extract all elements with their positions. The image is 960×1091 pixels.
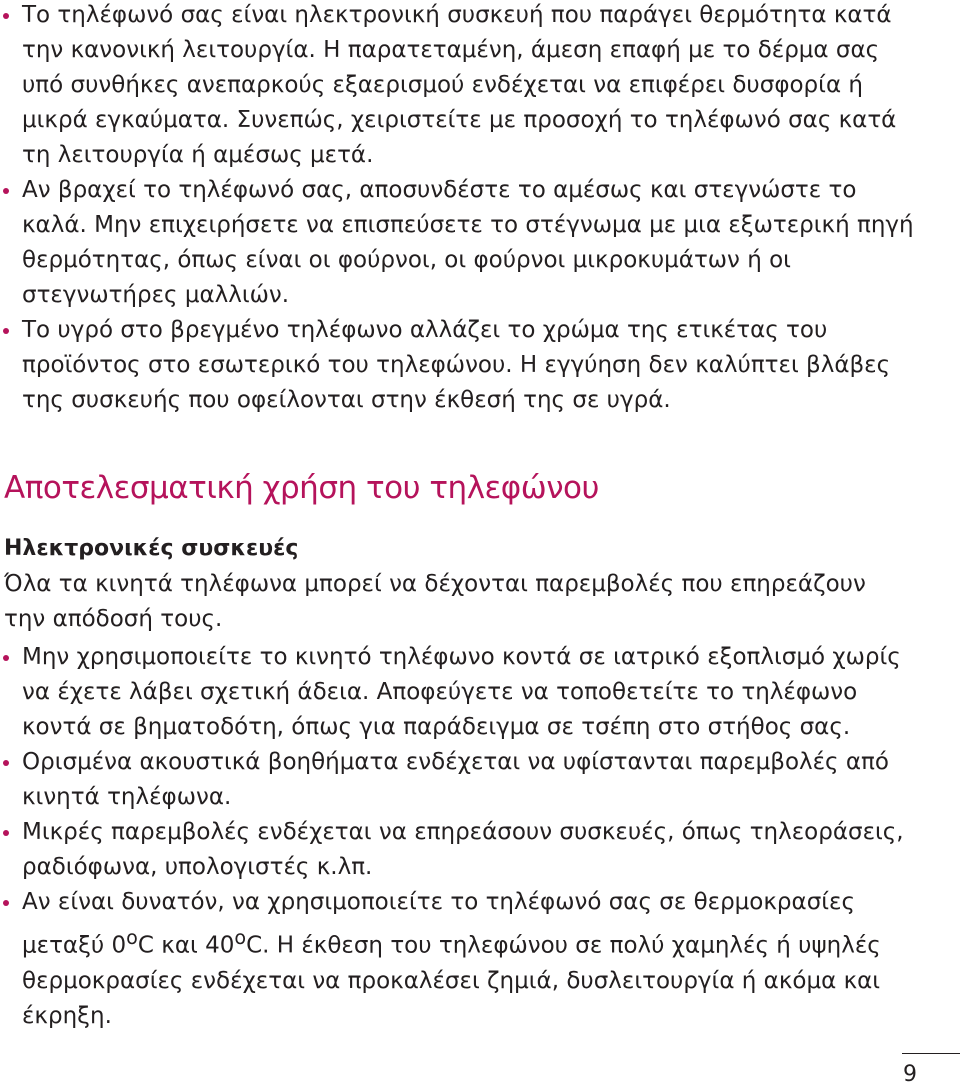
subheading: Ηλεκτρονικές συσκευές — [4, 536, 299, 561]
top-bullet-list — [0, 0, 915, 418]
section-title: Αποτελεσματική χρήση του τηλεφώνου — [4, 470, 599, 506]
bullet-icon — [3, 328, 9, 334]
degree-superscript: o — [126, 926, 138, 949]
temperature-text-end: C. Η έκθεση του τηλεφώνου σε πολύ χαμηλές ή υψηλές θερμοκρασίες ενδέχεται να προκαλέσει ζημιά, δυσλειτουργία ή ακόμα και έκρηξη. — [22, 932, 881, 1029]
list-item — [0, 313, 915, 418]
bullet-icon — [3, 13, 9, 19]
list-item-text: Μην χρησιμοποιείτε το κινητό τηλέφωνο κοντά σε ιατρικό εξοπλισμό χωρίς να έχετε λάβει σχετική άδεια. Αποφεύγετε να τοποθετείτε το τηλέφωνο κοντά σε βηματοδότη, όπως για παράδειγμα σε τσέπη στο στήθος σας. — [22, 644, 901, 740]
temperature-text-middle: C και 40 — [137, 932, 235, 959]
list-item — [0, 815, 915, 885]
list-item — [0, 173, 915, 313]
list-item-text: Αν βραχεί το τηλέφωνό σας, αποσυνδέστε το αμέσως και στεγνώστε το καλά. Μην επιχειρήσετε να επισπεύσετε το στέγνωμα με μια εξωτερική πηγή θερμότητας, όπως είναι οι φούρνοι, οι φούρνοι μικροκυμάτων ή οι στεγνωτήρες μαλλιών. — [22, 177, 914, 308]
list-item — [0, 0, 915, 173]
bullet-icon — [3, 900, 9, 906]
bullet-icon — [3, 655, 9, 661]
list-item-text: Μικρές παρεμβολές ενδέχεται να επηρεάσουν συσκευές, όπως τηλεοράσεις, ραδιόφωνα, υπολογιστές κ.λπ. — [22, 819, 904, 880]
list-item-text: Το υγρό στο βρεγμένο τηλέφωνο αλλάζει το χρώμα της ετικέτας του προϊόντος στο εσωτερικό του τηλεφώνου. Η εγγύηση δεν καλύπτει βλάβες της συσκευής που οφείλονται στην έκθεσή της σε υγρά. — [22, 317, 891, 413]
bullet-icon — [3, 188, 9, 194]
degree-superscript: o — [234, 926, 247, 949]
bottom-bullet-list — [0, 640, 915, 1034]
bullet-icon — [3, 830, 9, 836]
list-item — [0, 640, 915, 745]
list-item-text: Το τηλέφωνό σας είναι ηλεκτρονική συσκευή που παράγει θερμότητα κατά την κανονική λειτουργία. Η παρατεταμένη, άμεση επαφή με το δέρμα σας υπό συνθήκες ανεπαρκούς εξαερισμού ενδέχεται να επιφέρει δυσφορία ή μικρά εγκαύματα. Συνεπώς, χειριστείτε με προσοχή το τηλέφωνό σας κατά τη λειτουργία ή αμέσως μετά. — [22, 2, 897, 168]
intro-paragraph: Όλα τα κινητά τηλέφωνα μπορεί να δέχονται παρεμβολές που επηρεάζουν την απόδοσή τους. — [4, 571, 866, 632]
list-item-temperature — [0, 885, 915, 1034]
temperature-text-start: Αν είναι δυνατόν, να χρησιμοποιείτε το τηλέφωνό σας σε θερμοκρασίες μεταξύ 0 — [22, 889, 855, 959]
page-number-rule — [902, 1053, 960, 1054]
bullet-icon — [3, 760, 9, 766]
list-item-text: Ορισμένα ακουστικά βοηθήματα ενδέχεται να υφίστανται παρεμβολές από κινητά τηλέφωνα. — [22, 749, 889, 810]
list-item — [0, 745, 915, 815]
page-number: 9 — [903, 1062, 917, 1087]
